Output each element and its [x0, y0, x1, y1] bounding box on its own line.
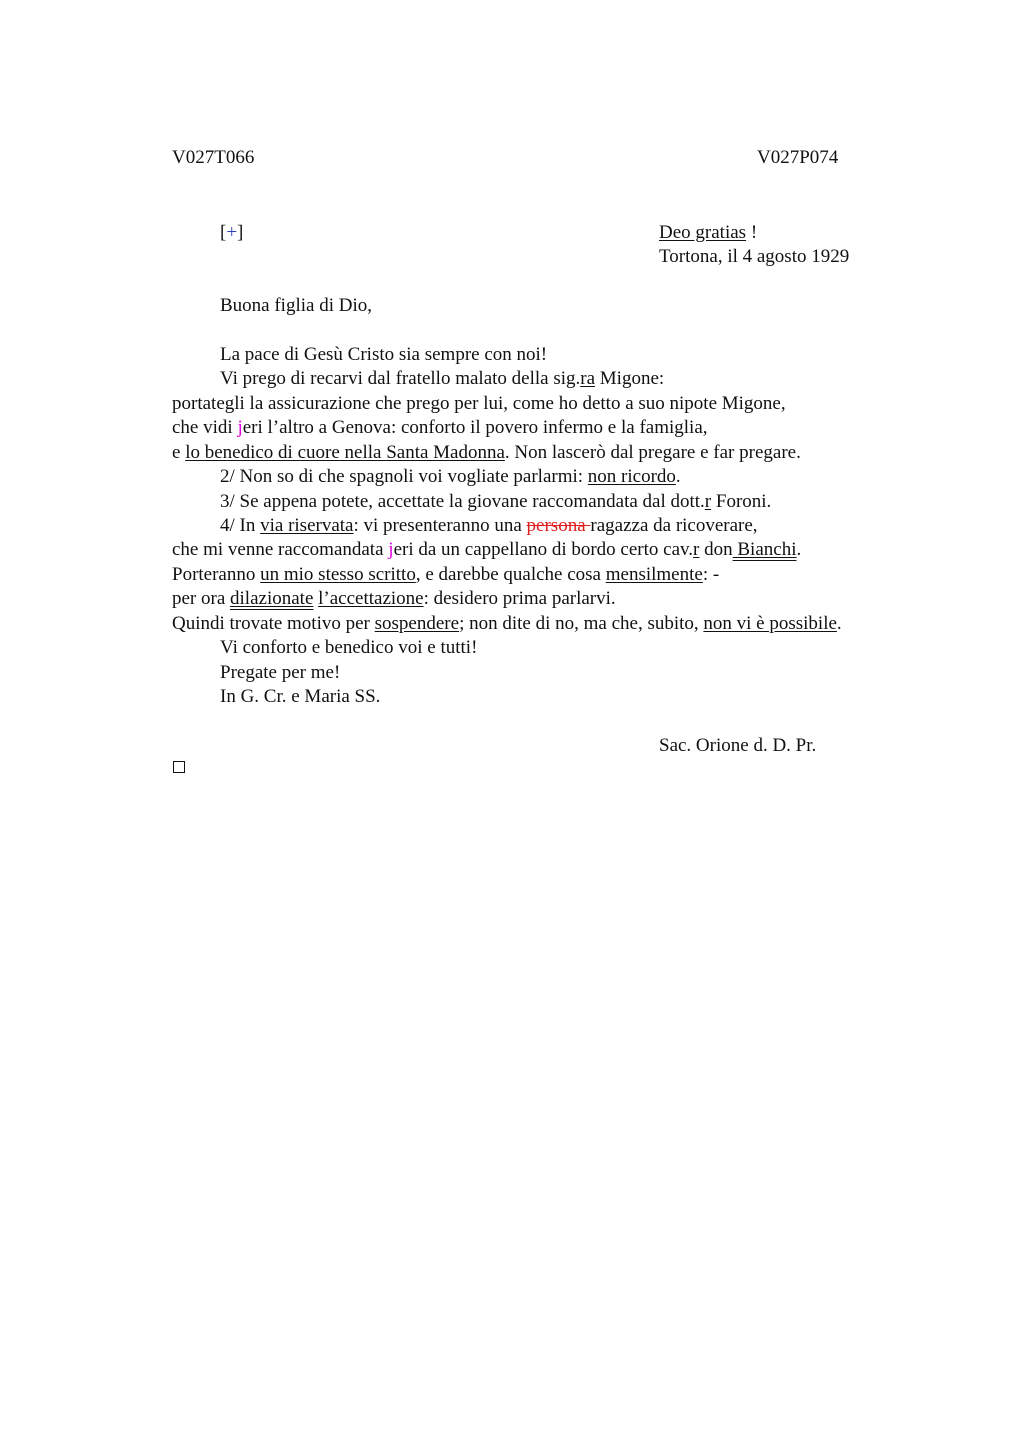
body-line-9: che mi venne raccomandata jeri da un cappellano di bordo certo cav.r don Bianchi. [172, 539, 802, 560]
body-line-8: 4/ In via riservata: vi presenteranno una persona ragazza da ricoverare, [220, 515, 758, 536]
body-line-15: In G. Cr. e Maria SS. [220, 686, 381, 707]
body-line-3: portategli la assicurazione che prego per lui, come ho detto a suo nipote Migone, [172, 393, 786, 414]
body-line-1: La pace di Gesù Cristo sia sempre con noi! [220, 344, 548, 365]
bracket-close: ] [237, 222, 244, 243]
body-line-11: per ora dilazionate l’accettazione: desidero prima parlarvi. [172, 588, 616, 609]
body-line-2: Vi prego di recarvi dal fratello malato della sig.ra Migone: [220, 368, 665, 389]
struck-word: persona [526, 515, 591, 536]
body-line-10: Porteranno un mio stesso scritto, e darebbe qualche cosa mensilmente: - [172, 564, 720, 585]
body-line-5: e lo benedico di cuore nella Santa Madonna. Non lascerò dal pregare e far pregare. [172, 442, 801, 463]
deo-gratias-line [659, 221, 757, 245]
body-line-6: 2/ Non so di che spagnoli voi vogliate parlarmi: non ricordo. [220, 466, 681, 487]
bracket-open: [ [220, 222, 227, 243]
document-code-left: V027T066 [172, 147, 255, 168]
body-line-4: che vidi jeri l’altro a Genova: conforto il povero infermo e la famiglia, [172, 417, 708, 438]
cross-mark [220, 221, 243, 245]
deo-gratias: Deo gratias [659, 222, 747, 243]
body-line-7: 3/ Se appena potete, accettate la giovane raccomandata dal dott.r Foroni. [220, 491, 772, 512]
signature: Sac. Orione d. D. Pr. [659, 735, 817, 756]
place-date: Tortona, il 4 agosto 1929 [659, 246, 850, 267]
end-square-icon [173, 761, 185, 773]
salutation: Buona figlia di Dio, [220, 295, 372, 316]
body-line-14: Pregate per me! [220, 662, 341, 683]
document-code-right: V027P074 [757, 147, 839, 168]
exclamation: ! [746, 222, 758, 243]
body-line-12: Quindi trovate motivo per sospendere; non dite di no, ma che, subito, non vi è possibile. [172, 613, 842, 634]
cross-icon: + [226, 222, 238, 243]
body-line-13: Vi conforto e benedico voi e tutti! [220, 637, 478, 658]
